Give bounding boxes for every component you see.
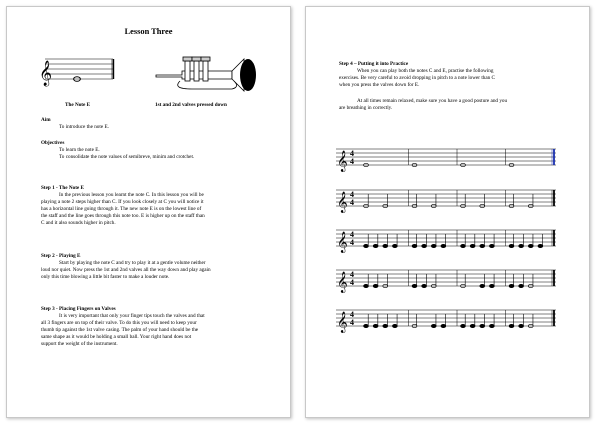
crotchet-note <box>528 244 533 247</box>
crotchet-note <box>431 244 436 247</box>
crotchet-note <box>509 324 514 327</box>
crotchet-note <box>519 244 524 247</box>
relaxed-line: At all times remain relaxed, make sure you have a good posture and you <box>357 98 508 104</box>
crotchet-note <box>364 324 369 327</box>
crotchet-note <box>412 284 417 287</box>
exercise-staff <box>306 300 566 336</box>
step3-line: all 3 fingers are on top of their valve. To do this you will need to keep your <box>41 320 197 326</box>
treble-clef-icon: 𝄞 <box>39 61 53 86</box>
step2-heading: Step 2 - Playing E <box>41 253 81 259</box>
crotchet-note <box>392 324 397 327</box>
step3-line: support the weight of the instrument. <box>41 341 118 347</box>
crotchet-note <box>480 244 485 247</box>
crotchet-note <box>373 324 378 327</box>
time-signature: 4 <box>350 238 354 247</box>
aim-heading: Aim <box>41 117 51 123</box>
step1-line: has a horizontal line going through it. The new note E is on the lowest line of <box>41 206 202 212</box>
page-left <box>6 6 291 418</box>
step4-heading: Step 4 – Putting it into Practice <box>339 61 409 67</box>
step3-line: It is very important that only your finger tips touch the valves and that <box>59 313 205 319</box>
relaxed-line: are breathing in correctly. <box>339 105 393 111</box>
time-signature: 4 <box>350 198 354 207</box>
crotchet-note <box>383 324 388 327</box>
objectives-line1: To learn the note E. <box>59 147 100 153</box>
step3-line: same shape as it would be holding a small ball. Your right hand does not <box>41 334 192 340</box>
crotchet-note <box>489 244 494 247</box>
treble-clef-icon: 𝄞 <box>337 232 348 253</box>
treble-clef-icon: 𝄞 <box>337 151 348 172</box>
aim-text: To introduce the note E. <box>59 124 109 130</box>
crotchet-note <box>412 244 417 247</box>
crotchet-note <box>509 244 514 247</box>
note-e-staff <box>37 49 117 89</box>
time-signature: 4 <box>350 149 354 158</box>
exercise-staff <box>306 139 566 175</box>
crotchet-note <box>441 324 446 327</box>
lesson-title: Lesson Three <box>124 27 173 36</box>
crotchet-note <box>489 324 494 327</box>
crotchet-note <box>470 244 475 247</box>
time-signature: 4 <box>350 310 354 319</box>
crotchet-note <box>470 324 475 327</box>
crotchet-note <box>422 284 427 287</box>
step4-line: When you can play both the notes C and E, practise the following <box>357 68 494 74</box>
page-right <box>305 6 590 418</box>
objectives-line2: To consolidate the note values of semibreve, minim and crotchet. <box>59 154 195 160</box>
crotchet-note <box>364 244 369 247</box>
time-signature: 4 <box>350 270 354 279</box>
step2-line: loud nor quiet. Now press the 1st and 2nd valves all the way down and play again <box>41 267 211 273</box>
crotchet-note <box>373 284 378 287</box>
treble-clef-icon: 𝄞 <box>337 192 348 213</box>
crotchet-note <box>441 244 446 247</box>
step2-line: only this time blowing a little bit faster to make a louder note. <box>41 274 170 280</box>
crotchet-note <box>489 284 494 287</box>
crotchet-note <box>392 244 397 247</box>
time-signature: 4 <box>350 318 354 327</box>
crotchet-note <box>519 284 524 287</box>
crotchet-note <box>538 244 543 247</box>
time-signature: 4 <box>350 157 354 166</box>
crotchet-note <box>431 324 436 327</box>
step3-line: thumb tip against the 1st valve casing. The palm of your hand should be the <box>41 327 199 333</box>
crotchet-note <box>519 324 524 327</box>
crotchet-note <box>364 284 369 287</box>
exercise-staff <box>306 260 566 296</box>
step2-line: Start by playing the note C and try to play it at a gentle volume neither <box>59 260 206 266</box>
crotchet-note <box>461 324 466 327</box>
step1-line: the staff and the line goes through this note too. E is higher up on the staff than <box>41 213 205 219</box>
trumpet-illustration <box>152 53 262 93</box>
crotchet-note <box>461 244 466 247</box>
step4-line: when you press the valves down for E. <box>339 82 420 88</box>
step4-line: exercises. Be very careful to avoid dropping in pitch to a note lower than C <box>339 75 496 81</box>
trumpet-bell <box>240 59 256 91</box>
objectives-heading: Objectives <box>41 140 65 146</box>
crotchet-note <box>373 244 378 247</box>
crotchet-note <box>480 324 485 327</box>
time-signature: 4 <box>350 278 354 287</box>
caption-note-e: The Note E <box>65 102 91 108</box>
crotchet-note <box>383 244 388 247</box>
treble-clef-icon: 𝄞 <box>337 312 348 333</box>
time-signature: 4 <box>350 230 354 239</box>
step3-heading: Step 3 - Placing Fingers on Valves <box>41 306 116 312</box>
exercise-staff <box>306 180 566 216</box>
crotchet-note <box>509 284 514 287</box>
crotchet-note <box>422 244 427 247</box>
crotchet-note <box>480 284 485 287</box>
step1-heading: Step 1 - The Note E <box>41 185 84 191</box>
caption-valves: 1st and 2nd valves pressed down <box>155 102 227 108</box>
exercise-staff <box>306 220 566 256</box>
time-signature: 4 <box>350 190 354 199</box>
step1-line: C and it also sounds higher in pitch. <box>41 220 116 226</box>
treble-clef-icon: 𝄞 <box>337 272 348 293</box>
step1-line: playing a note 2 steps higher than C. If you look closely at C you will notice it <box>41 199 204 205</box>
step1-line: In the previous lesson you learnt the note C. In this lesson you will be <box>59 192 204 198</box>
